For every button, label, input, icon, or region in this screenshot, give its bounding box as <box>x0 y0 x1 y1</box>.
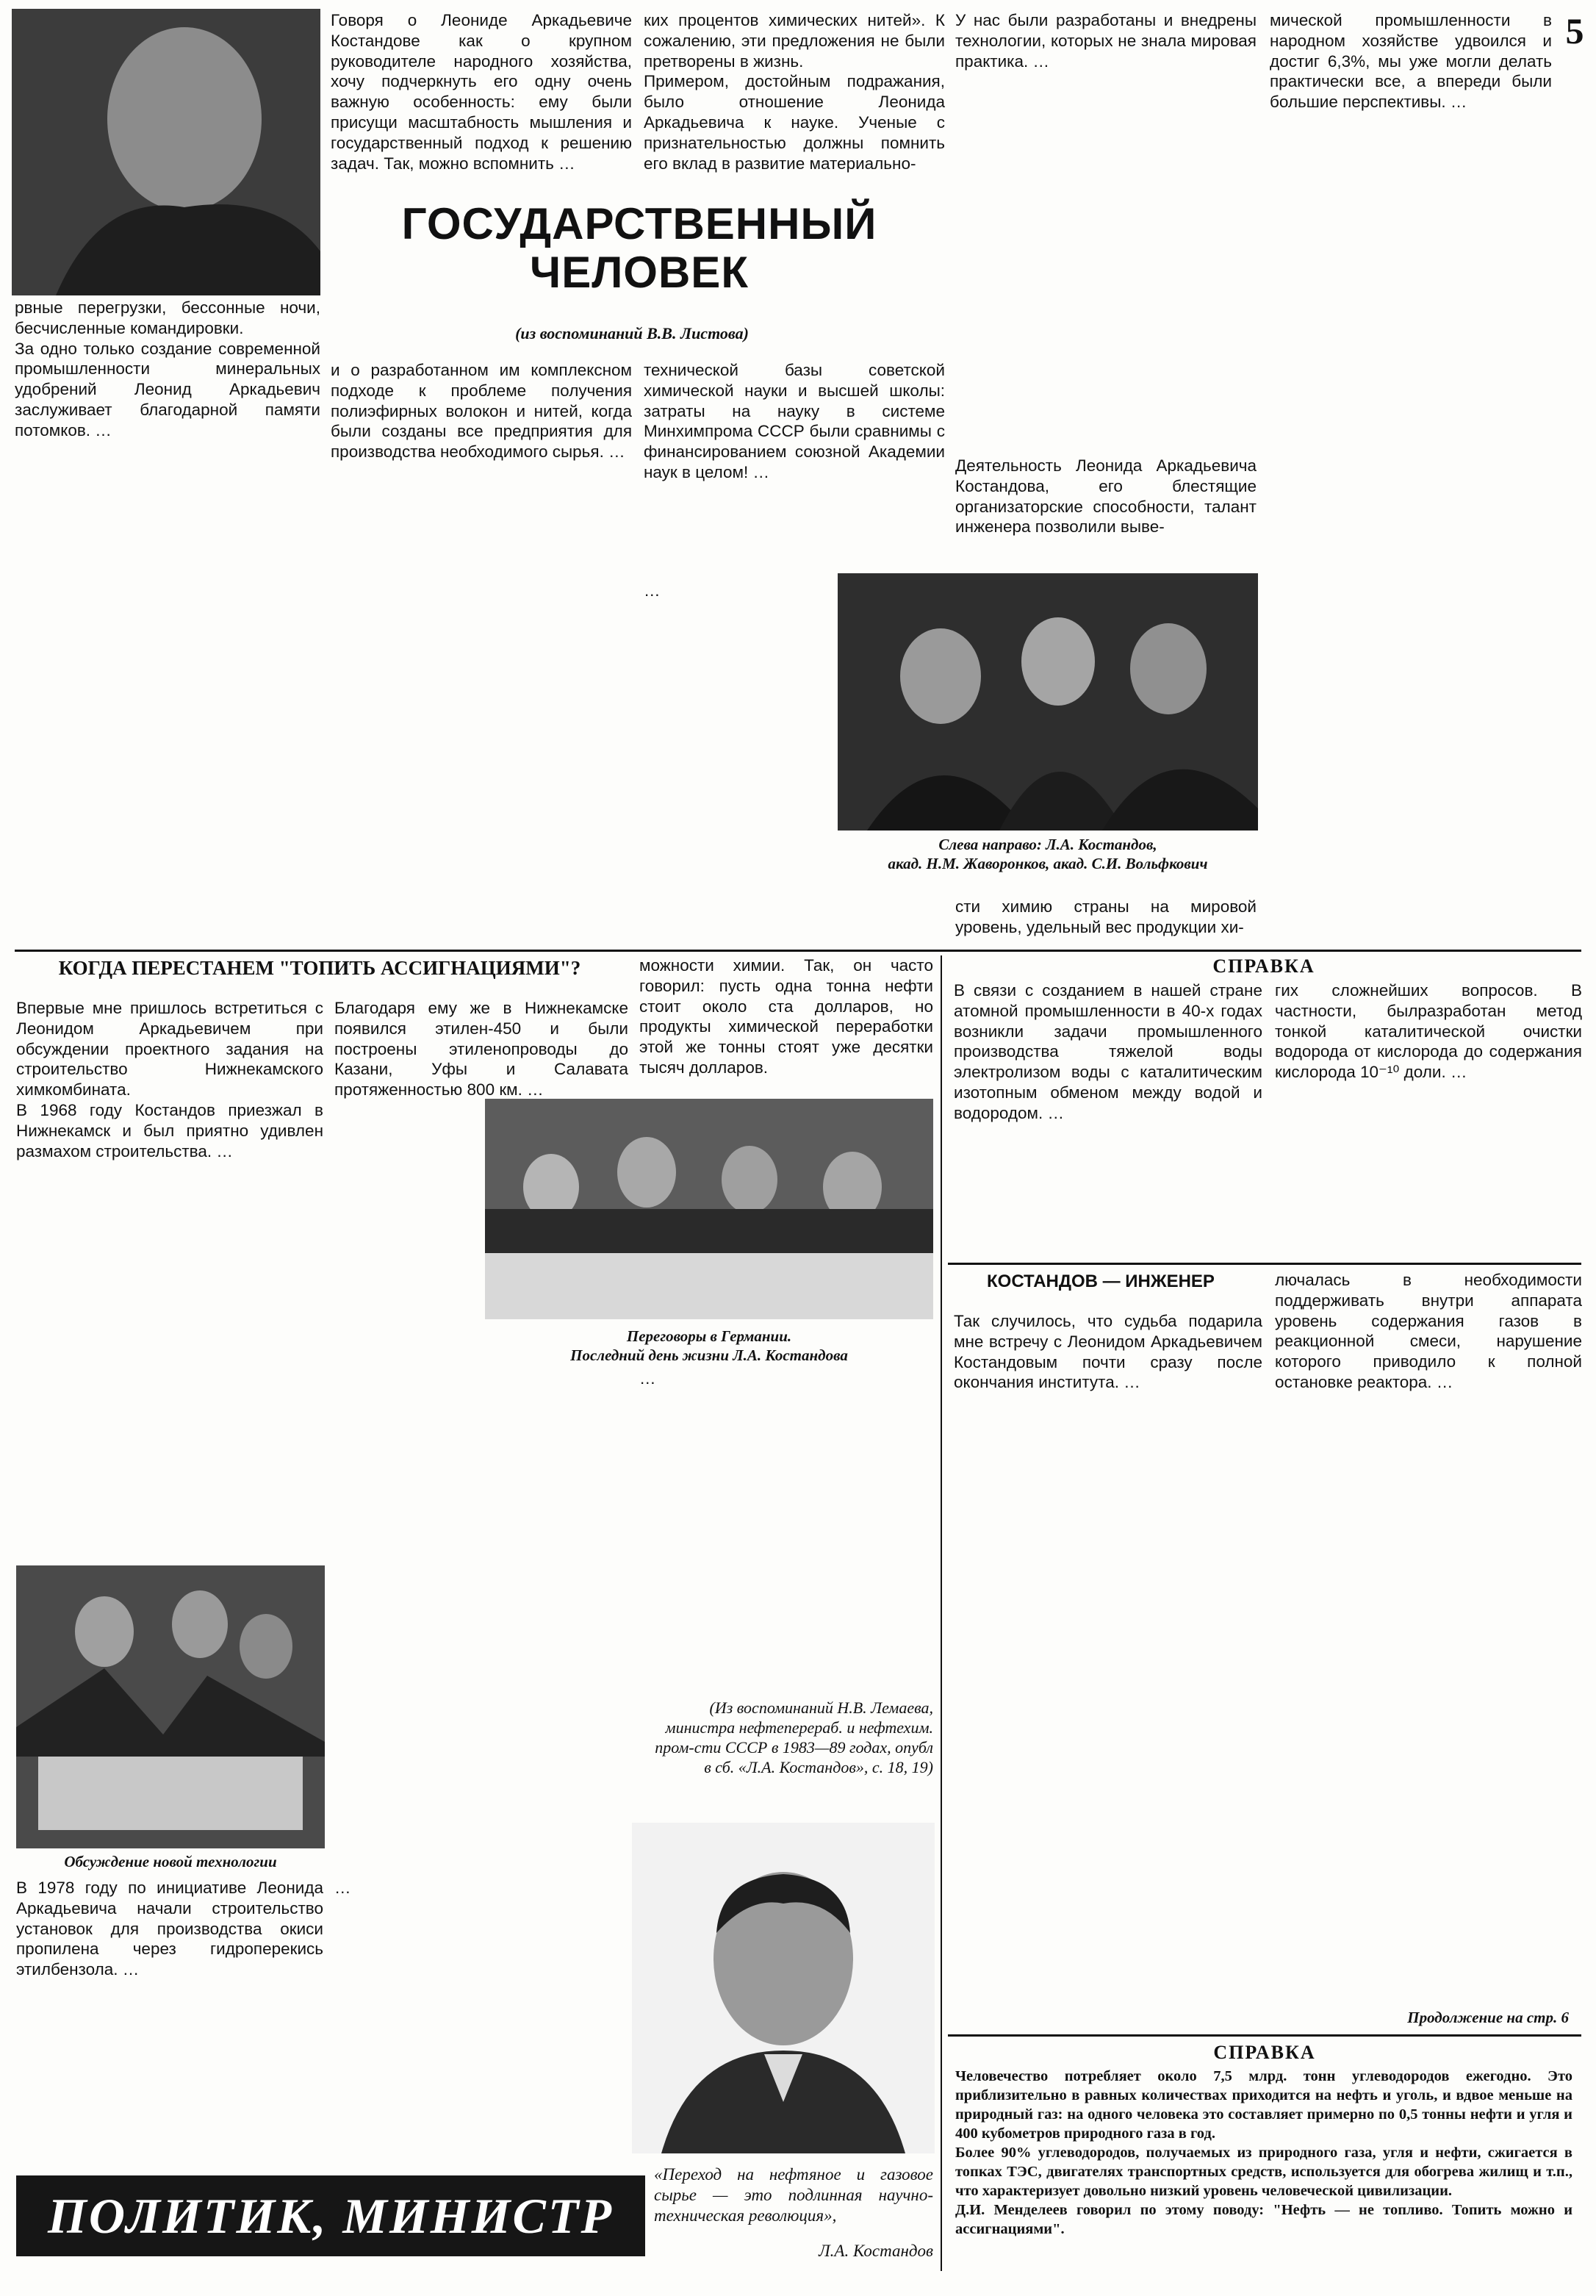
article2-col3: можности химии. Так, он часто говорил: пусть одна тонна нефти стоит около ста долларов, но продукты химической переработки этой же тонны стоят уже десятки тысяч долларов. <box>639 956 933 1077</box>
article3-continued-note: Продолжение на стр. 6 <box>1407 2009 1569 2026</box>
article2-col1: Впервые мне пришлось встретиться с Леонидом Аркадьевичем при обсуждении проектного задания на строительство Нижнекамского химкомбината. В 1968 году Костандов приезжал в Нижнекамск и был приятно удивлен размахом строительства. … <box>16 999 323 1160</box>
photo-negotiations-germany <box>485 1099 933 1319</box>
politician-minister-banner-text: ПОЛИТИК, МИНИСТР <box>48 2188 614 2244</box>
article1-mid-col1: и о разработанном им комплексном подходе к проблеме получения полиэфирных волокон и нитей, когда были созданы все предприятия для производства необходимого сырья. … <box>331 361 632 462</box>
article1-mid-col3-bottom: сти химию страны на мировой уровень, удельный вес продукции хи- <box>955 897 1257 936</box>
article2-headline: КОГДА ПЕРЕСТАНЕМ "ТОПИТЬ АССИГНАЦИЯМИ"? <box>58 957 581 979</box>
article1-col2-top: ких процентов химических нитей». К сожалению, эти предложения не были претворены в жизнь. Примером, достойным подражания, было отношение Леонида Аркадьевича к науке. Ученые с признательностью должны помнить его вклад в развитие материально- <box>644 11 945 173</box>
page-number: 5 <box>1565 10 1584 51</box>
article3-headline: КОСТАНДОВ — ИНЖЕНЕР <box>987 1271 1215 1291</box>
article1-col3-top: У нас были разработаны и внедрены технологии, которых не знала мировая практика. … <box>955 11 1257 71</box>
spravka2-body: Человечество потребляет около 7,5 млрд. тонн углеводородов ежегодно. Это приблизительно в равных количествах приходится на нефть и уголь, и вдвое меньше на природный газ: на одного человека это составляет примерно по 0,5 тонны нефти и угля и 400 кубометров природного газа в год. Более 90% углеводородов, получаемых из природного газа, угля и нефти, сжигается в топках ТЭС, двигателях транспортных средств, используется для обогрева жилищ и т.п., что характеризует довольно низкий уровень человеческой цивилизации. Д.И. Менделеев говорил по этому поводу: "Нефть — не топливо. Топить можно и ассигнациями". <box>955 2068 1572 2237</box>
portrait-photo-kostandov <box>632 1823 935 2153</box>
article1-left-column: рвные перегрузки, бессонные ночи, бесчисленные командировки. За одно только создание современной промышленности минеральных удобрений Леонид Аркадьевич заслуживает благодарной памяти потомков. … <box>15 298 320 440</box>
article2-source-note: (Из воспоминаний Н.В. Лемаева, министра нефтеперераб. и нефтехим. пром-сти СССР в 1983—89 годах, опубл в сб. «Л.А. Костандов», с. 18, 19) <box>655 1698 933 1776</box>
spravka1-col1: В связи с созданием в нашей стране атомной промышленности в 40-х годах возникли задачи промышленного производства тяжелой воды электролизом воды с каталитическим изотопным обменом между водой и водородом. … <box>954 981 1262 1122</box>
article2-col3-bottom: … <box>639 1369 656 1388</box>
kostandov-quote: «Переход на нефтяное и газовое сырье — это подлинная научно-техническая революция», <box>654 2165 933 2225</box>
spravka1-title: СПРАВКА <box>1212 955 1315 977</box>
article2-col2-bottom: … <box>334 1879 351 1897</box>
spravka1-col2: гих сложнейших вопросов. В частности, былразработан метод тонкой каталитической очистки водорода от кислорода до содержания кислорода 10⁻¹⁰ доли. … <box>1275 981 1582 1082</box>
article1-byline: (из воспоминаний В.В. Листова) <box>515 324 749 342</box>
spravka1-bottom-rule <box>948 1263 1581 1265</box>
portrait-photo-top <box>12 9 320 295</box>
politician-minister-banner <box>16 2175 645 2256</box>
negotiations-caption: Переговоры в Германии. Последний день жизни Л.А. Костандова <box>570 1327 848 1364</box>
spravka2-title: СПРАВКА <box>1213 2042 1316 2063</box>
article1-mid-col2: технической базы советской химической науки и высшей школы: затраты на науку в системе Минхимпрома СССР были сравнимы с финансированием союзной Академии наук в целом! … <box>644 361 945 481</box>
photo-new-technology <box>16 1565 325 1848</box>
article1-headline: ГОСУДАРСТВЕННЫЙ ЧЕЛОВЕК <box>401 199 877 297</box>
top-article-bottom-rule <box>15 950 1581 952</box>
article1-col4-top: мической промышленности в народном хозяйстве удвоился и достиг 6,3%, мы уже могли делать практически все, а впереди были большие перспективы. … <box>1270 11 1552 112</box>
article3-col1: Так случилось, что судьба подарила мне встречу с Леонидом Аркадьевичем Костандовым почти сразу после окончания института. … <box>954 1312 1262 1392</box>
spravka2-top-rule <box>948 2034 1581 2037</box>
article2-col1-bottom: В 1978 году по инициативе Леонида Аркадьевича начали строительство установок для производства окиси пропилена через гидроперекись этилбензола. … <box>16 1879 323 1979</box>
article3-col2: лючалась в необходимости поддерживать внутри аппарата уровень содержания газов в реакционной смеси, нарушение которого приводило к полной остановке реактора. … <box>1275 1271 1582 1391</box>
new-technology-caption: Обсуждение новой технологии <box>64 1853 277 1870</box>
kostandov-quote-author: Л.А. Костандов <box>819 2242 933 2260</box>
academics-photo-caption: Слева направо: Л.А. Костандов, акад. Н.М. Жаворонков, акад. С.И. Вольфкович <box>888 836 1208 872</box>
left-section-divider <box>941 955 942 2271</box>
article2-col2: Благодаря ему же в Нижнекамске появился этилен-450 и были построены этиленопроводы до Казани, Уфы и Салавата протяженностью 800 км. … <box>334 999 628 1099</box>
article1-col1-top: Говоря о Леониде Аркадьевиче Костандове как о крупном руководителе народного хозяйства, хочу подчеркнуть его одну очень важную особенность: ему были присущи масштабность мышления и государственный подход к решению задач. Так, можно вспомнить … <box>331 11 632 173</box>
article1-mid-col2-tail: … <box>644 581 661 600</box>
article1-mid-col3-top: Деятельность Леонида Аркадьевича Костандова, его блестящие организаторские способности, талант инженера позволили выве- <box>955 456 1257 537</box>
group-photo-academics <box>838 573 1258 830</box>
